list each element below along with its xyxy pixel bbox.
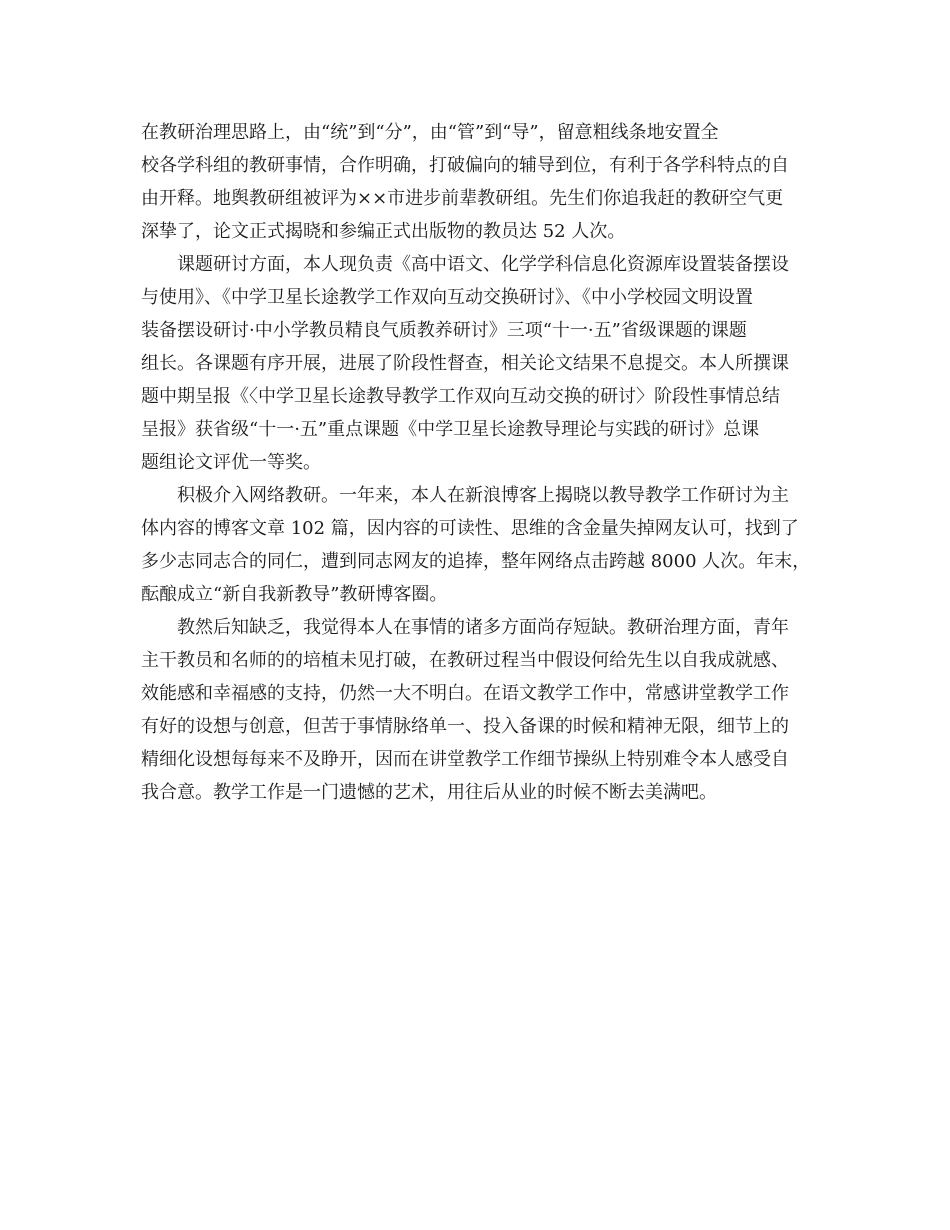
text-line: 主干教员和名师的的培植未见打破，在教研过程当中假设何给先生以自我成就感、 [141, 650, 789, 671]
paragraph-shortcomings [141, 611, 821, 809]
text-line: 体内容的博客文章 102 篇，因内容的可读性、思维的含金量失掉网友认可，找到了 [141, 518, 799, 539]
text-line: 我合意。教学工作是一门遗憾的艺术，用往后从业的时候不断去美满吧。 [141, 782, 717, 803]
text-line: 深挚了，论文正式揭晓和参编正式出版物的教员达 52 人次。 [141, 221, 626, 242]
text-line: 积极介入网络教研。一年来，本人在新浪博客上揭晓以教导教学工作研讨为主 [177, 485, 789, 506]
text-line: 有好的设想与创意，但苦于事情脉络单一、投入备课的时候和精神无限，细节上的 [141, 716, 789, 737]
paragraph-online-research [141, 479, 821, 611]
paragraph-research-topics [141, 248, 821, 479]
document-body [141, 116, 821, 809]
text-line: 酝酿成立“新自我新教导”教研博客圈。 [141, 584, 448, 605]
text-line: 组长。各课题有序开展，进展了阶段性督查，相关论文结果不息提交。本人所撰课 [141, 353, 789, 374]
text-line: 呈报》获省级“十一·五”重点课题《中学卫星长途教导理论与实践的研讨》总课 [141, 419, 760, 440]
text-line: 校各学科组的教研事情，合作明确，打破偏向的辅导到位，有利于各学科特点的自 [141, 155, 789, 176]
text-line: 题中期呈报《〈中学卫星长途教导教学工作双向互动交换的研讨〉阶段性事情总结 [141, 386, 780, 407]
text-line: 多少志同志合的同仁，遭到同志网友的追捧，整年网络点击跨越 8000 人次。年末， [141, 551, 811, 572]
text-line: 效能感和幸福感的支持，仍然一大不明白。在语文教学工作中，常感讲堂教学工作 [141, 683, 789, 704]
text-line: 由开释。地舆教研组被评为××市进步前辈教研组。先生们你追我赶的教研空气更 [141, 188, 784, 209]
text-line: 精细化设想每每来不及睁开，因而在讲堂教学工作细节操纵上特别难令本人感受自 [141, 749, 789, 770]
text-line: 在教研治理思路上，由“统”到“分”，由“管”到“导”，留意粗线条地安置全 [141, 122, 719, 143]
paragraph-teaching-management [141, 116, 821, 248]
text-line: 教然后知缺乏，我觉得本人在事情的诸多方面尚存短缺。教研治理方面，青年 [177, 617, 789, 638]
text-line: 装备摆设研讨·中小学教员精良气质教养研讨》三项“十一·五”省级课题的课题 [141, 320, 747, 341]
text-line: 题组论文评优一等奖。 [141, 452, 321, 473]
text-line: 课题研讨方面，本人现负责《高中语文、化学学科信息化资源库设置装备摆设 [177, 254, 789, 275]
text-line: 与使用》、《中学卫星长途教学工作双向互动交换研讨》、《中小学校园文明设置 [141, 287, 753, 308]
